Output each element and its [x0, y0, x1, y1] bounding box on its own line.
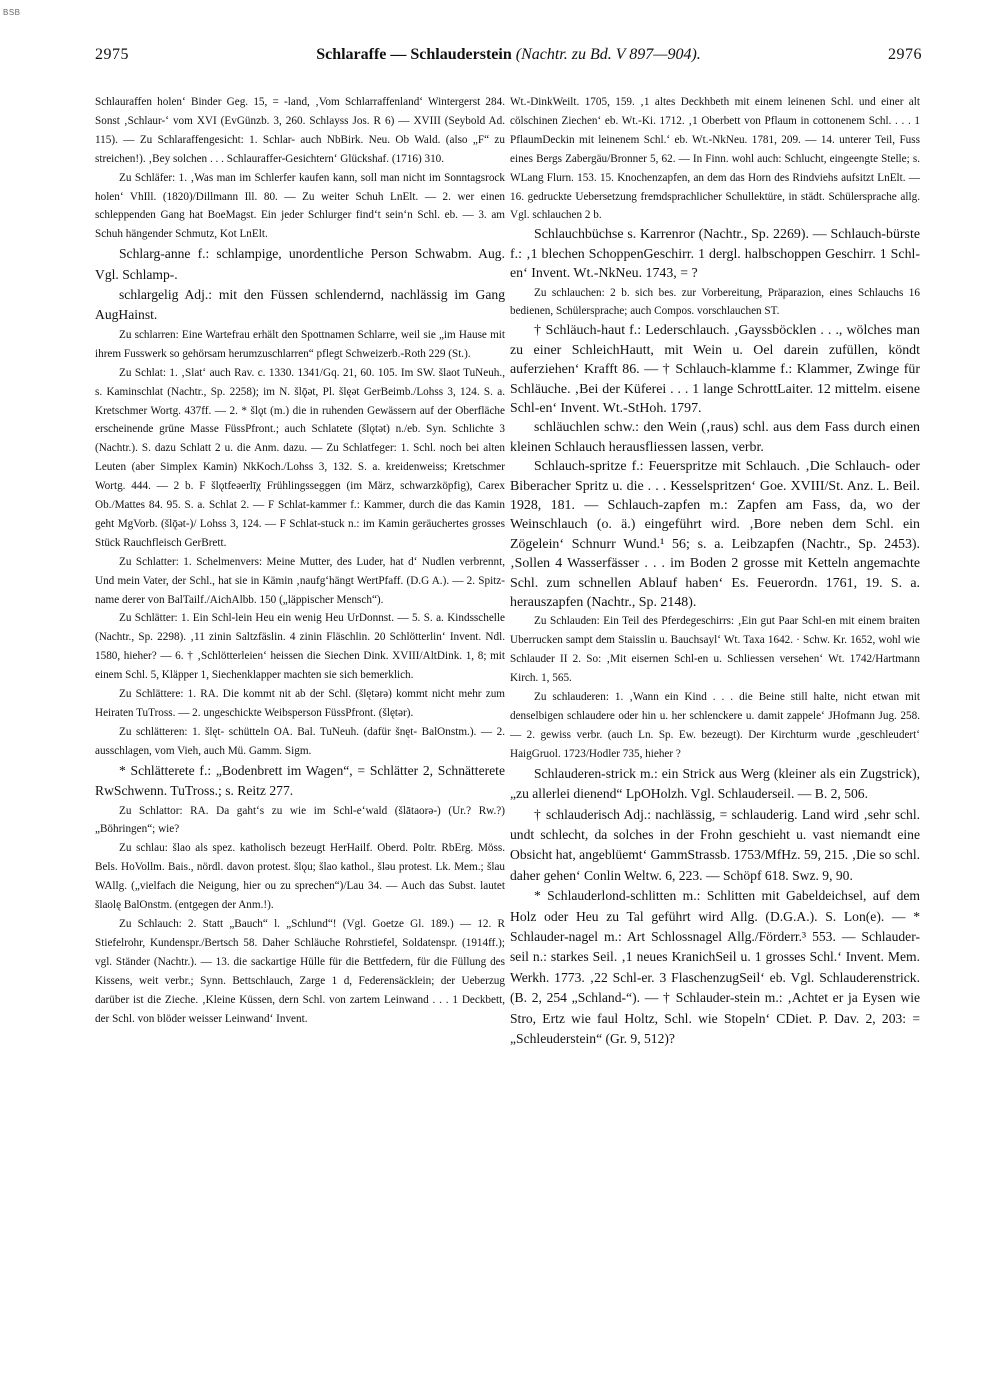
- entry-schlauchen: Zu schlauchen: 2 b. sich bes. zur Vorbereitung, Präparazion, eines Schlauchs 16 bedienen, Schülersprache; auch Compos. vorschlauchen ST.: [510, 286, 920, 318]
- entry-schlaetter: Zu Schlätter: 1. Ein Schl-lein Heu ein wenig Heu UrDonnst. — 5. S. a. Kindsschelle (Nachtr., Sp. 2298). ‚11 zinin Saltzfäslin. 4 zinin Fläschlin. 20 Schlötterlin‘ Invent. Ndl. 1580, hieher? — 6. † ‚Schlötterleien‘ heissen die Siechen Dink. XVIII/AltDink. 1, 8; mit einem Schl. 5, Kläpper 1, Siechenklapper machten sie sich bemerklich.: [95, 612, 505, 682]
- entry-schlauch-spritze: Schlauch-spritze f.: Feuerspritze mit Schlauch. ‚Die Schlauch- oder Biberacher Spritz u. die . . . Kesselspritzen‘ Goe. XVIII/St. Anz. L. Beil. 1928, 181. — Schlauch-zapfen m.: Zapfen am Fass, da, wo der Weinschlauch (o. ä.) eingeführt wird. ‚Bore neben dem Schl. ein Zögelein‘ Schnurr Wund.¹ 56; s. a. Leibzapfen (Nachtr., Sp. 2453). ‚Sollen 4 Wasserfässer . . . im Boden 2 grosse mit Ketteln angemachte Schl. zum schnellen Ablauf haben‘ Es. Feuerordn. 1761, 19. S. a. herauszapfen (Nachtr., Sp. 2148).: [510, 459, 920, 611]
- page-header: [95, 46, 922, 74]
- entry-schlargelig: schlargelig Adj.: mit den Füssen schlendernd, nachlässig im Gang AugHainst.: [95, 287, 505, 323]
- entry-schlaeuchlen: schläuchlen schw.: den Wein (‚raus) schl. aus dem Fass durch einen kleinen Schlauch herausfliessen lassen, verbr.: [510, 420, 920, 455]
- entry-schlarg-anne: Schlarg-anne f.: schlampige, unordentliche Person Schwabm. Aug. Vgl. Schlamp-.: [95, 246, 505, 282]
- entry-schlattor: Zu Schlattor: RA. Da gaht‘s zu wie im Schl-e‘wald (šlātaorə-) (Ur.? Rw.?) „Böhringen“; wie?: [95, 804, 505, 836]
- right-page-number: 2976: [888, 46, 922, 63]
- library-stamp: BSB: [3, 8, 21, 17]
- entry-schlaefer: Zu Schläfer: 1. ‚Was man im Schlerfer kaufen kann, soll man nicht im Sonntagsrock holen‘ VhIll. (1820)/Dillmann Ill. 80. — Zu weiter Schuh LnElt. — 2. wer einen schleppenden Gang hat BoeMagst. Ein jeder Schlurger find‘t sein‘n Schl. eb. — 3. am Schuh hängender Schmutz, Kot LnElt.: [95, 171, 505, 241]
- entry-schlat: Zu Schlat: 1. ‚Slat‘ auch Rav. c. 1330. 1341/Gq. 21, 60. 105. Im SW. šlaot TuNeuh., s. Kaminschlat (Nachtr., Sp. 2258); im N. šlǭət, Pl. šlęət GerBeimb./Lohss 3, 124. S. a. Kretschmer Wortg. 437ff. — 2. * šlǫt (m.) die in ruhenden Gewässern auf der Oberfläche erscheinende grüne Masse FüssPfront.; auch Schlatete (šlǫtət) n./eb. Syn. Schlichte 3 (Nachtr.). S. dazu Schlatt 2 u. die Anm. dazu. — Zu Schlatfeger: 1. Schl. noch bei alten Leuten (aber Simplex Kamin) NkKoch./Lohss 3, 132. S. a. kreidenweiss; Kretschmer Wortg. 444. — 2 b. F šlǫtfeǝerlīχ Frühlingsseggen (im März, schwarzköpfig), Carex Ob./Mattes 84. 95. S. a. Schlat 2. — F Schlat-kammer f.: Kammer, durch die das Kamin geht MgVorb. (šlǭət-)/ Lohss 3, 124. — F Schlat-stuck n.: im Kamin geräuchertes grosses Stück Rauchfleisch GerBrett.: [95, 366, 505, 549]
- entry-schlaraffe-cont: Schlauraffen holen‘ Binder Geg. 15, = -land, ‚Vom Schlarraffenland‘ Wintergerst 284. Sonst ‚Schlaur-‘ vom XVI (EvGünzb. 3, 260. Schlayss Jos. R 6) — XVIII (Seybold Ad. 115). — Zu Schlaraffengesicht: 1. Schlar- auch NbBirk. Neu. Ob Wald. (also „F“ zu streichen!). ‚Bey solchen . . . Schlauraffer-Gesichtern‘ Glückshaf. (1716) 310.: [95, 96, 505, 165]
- left-column: [95, 93, 505, 1028]
- running-title-headwords: Schlaraffe — Schlauderstein: [316, 46, 512, 63]
- entry-schlauch: Zu Schlauch: 2. Statt „Bauch“ l. „Schlund“! (Vgl. Goetze Gl. 189.) — 12. R Stiefelrohr, Kundenspr./Bertsch 58. Daher Schläuche Rohrstiefel, Soldatenspr. (1914ff.); vgl. Ständer (Nachtr.). — 13. die sackartige Hülle für die Bettfedern, für die Füllung des Kissens, weit verbr.; Synn. Bettschlauch, Zarge 1 d, Federensäcklein; der Ueberzug darüber ist die Zieche. ‚Kleine Küssen, dern Schl. von zartem Leinwand . . . 1 Deckbett, der Schl. von blöder weisser Leinwand‘ Invent.: [95, 917, 505, 1025]
- entry-schlatter: Zu Schlatter: 1. Schelmenvers: Meine Mutter, des Luder, hat d‘ Nudlen verbrennt, Und mein Vater, der Schl., hat sie in Kämin ‚naufg‘hängt WertPfaff. (D.G A.). — 2. Spitzname derer von BalTailf./AichAlbb. 150 („läppischer Mensch“).: [95, 555, 505, 606]
- entry-schlaetteren: Zu schlätteren: 1. šlęt- schütteln OA. Bal. TuNeuh. (dafür šnęt- BalOnstm.). — 2. ausschlagen, vom Vieh, auch Mü. Gamm. Sigm.: [95, 725, 505, 757]
- entry-schlauden: Zu Schlauden: Ein Teil des Pferdegeschirrs: ‚Ein gut Paar Schl-en mit einem braiten Uberrucken sampt dem Staisslin u. Bauchsayl‘ Wt. Taxa 1642. · Schw. Kr. 1652, wohl wie Schlauder II 2. So: ‚Mit eisernen Schl-en u. Schliessen versehen‘ Wt. 1742/Hartmann Kirch. 1, 565.: [510, 615, 920, 685]
- entry-schlaetterete: * Schlätterete f.: „Bodenbrett im Wagen“, = Schlätter 2, Schnätterete RwSchwenn. TuTross.; s. Reitz 277.: [95, 762, 505, 799]
- entry-schlauderen: Zu schlauderen: 1. ‚Wann ein Kind . . . die Beine still halte, nicht etwan mit denselbigen schlaudere oder hin u. her schlenckere u. damit zappele‘ JHofmann Jug. 258. — 2. gewiss verbr. (auch Ln. Sp. Ew. bezeugt). Der Kirchturm wurde ‚geschleudert‘ HaigGruol. 1723/Hodler 735, hieher ?: [510, 691, 920, 760]
- entry-schlarren: Zu schlarren: Eine Wartefrau erhält den Spottnamen Schlarre, weil sie „im Hause mit ihrem Fusswerk so gehörsam herumzuschlarren“ pflegt Schweizerb.-Roth 229 (St.).: [95, 328, 505, 360]
- entry-schlauderisch: † schlauderisch Adj.: nachlässig, = schlauderig. Land wird ‚sehr schl. undt schlecht, da solches in der Frohn geschieht u. vast niemandt eine Obsicht hat, angeblüemt‘ GammStrassb. 1753/MfHz. 59, 215. ‚Die so schl. daher gehen‘ Conlin Weltw. 6, 223. — Schöpf 618. Swz. 9, 90.: [510, 806, 920, 883]
- right-column: [510, 93, 920, 1049]
- entry-schlauderlond-schlitten: * Schlauderlond-schlitten m.: Schlitten mit Gabeldeichsel, auf dem Holz oder Heu zu Tal geführt wird Allg. (D.G.A.). S. Lon(e). — * Schlauder-nagel m.: Art Schlossnagel Allg./Förderr.³ 553. — Schlauder-seil n.: starkes Seil. ‚1 neues KranichSeil u. 1 grosses Schl.‘ Invent. Mem. Werkh. 1773. ‚22 Schl-er. 3 FlaschenzugSeil‘ eb. Vgl. Schlauderenstrick. (B. 2, 254 „Schland-“). — † Schlauder-stein m.: ‚Achtet er ja Eysen wie Stro, Ertz wie faul Holtz, Schl. wie Stopeln‘ CDiet. P. Dav. 2, 203: = „Schleuderstein“ (Gr. 9, 512)?: [510, 888, 920, 1046]
- entry-schlaettere: Zu Schlättere: 1. RA. Die kommt nit ab der Schl. (šlętərə) kommt nicht mehr zum Heiraten TuTross. — 2. ungeschickte Weibsperson FüssPfront. (šlętər).: [95, 688, 505, 719]
- entry-schlaeuch-haut: † Schläuch-haut f.: Lederschlauch. ‚Gayssböcklen . . ., wölches man zu einer SchleichHautt, mit Wein u. Oel darein zufüllen, köndt auferziehen‘ Krafft 86. — † Schlauch-klamme f.: Klammer, Zwinge für Schläuche. ‚Bei der Küferei . . . 1 lange SchrottLaiter. 12 mittelm. eisene Schl-en‘ Invent. Wt.-StHoh. 1797.: [510, 323, 920, 416]
- running-title: [316, 46, 701, 64]
- entry-schlau: Zu schlau: šlao als spez. katholisch bezeugt HerHailf. Oberd. Poltr. RbErg. Möss. Bels. HoVollm. Bais., nördl. davon protest. šlǫu; šlao kathol., šlǝu protest. Lk. Mem.; šlau WAllg. („vielfach die Neigung, hier ou zu sprechen“)/Lau 34. — Auch das Subst. lautet šlaolę BalOnstm. (entgegen der Anm.!).: [95, 842, 505, 912]
- entry-schlauderen-strick: Schlauderen-strick m.: ein Strick aus Werg (kleiner als ein Zugstrick), „zu allerlei dienend“ LpOHolzh. Vgl. Schlauderseil. — B. 2, 506.: [510, 765, 920, 802]
- entry-schlauch-cont: Wt.-DinkWeilt. 1705, 159. ‚1 altes Deckhbeth mit einem leinenen Schl. und einer alt cölschinen Ziechen‘ eb. Wt.-Ki. 1712. ‚1 Oberbett von Pflaum in cottonenem Schl. . . . 1 PflaumDeckin mit leinenem Schl.‘ eb. Wt.-NkNeu. 1781, 209. — 14. unterer Teil, Fuss eines Bergs Zabergäu/Bronner 5, 62. — In Finn. wohl auch: Schlucht, eingeengte Stelle; s. WLang Flurn. 153. 15. Knochenzapfen, an dem das Horn des Rindviehs aufsitzt LnElt. — 16. gedruckte Uebersetzung fremdsprachlicher Schullektüre, in städt. Schülersprache allg. Vgl. schlauchen 2 b.: [510, 96, 920, 222]
- entry-schlauchbuechse: Schlauchbüchse s. Karrenror (Nachtr., Sp. 2269). — Schlauch-bürste f.: ‚1 blechen SchoppenGeschirr. 1 dergl. halbschoppen Geschirr. 1 Schl-en‘ Invent. Wt.-NkNeu. 1743, = ?: [510, 227, 920, 282]
- running-title-reference: (Nachtr. zu Bd. V 897—904).: [515, 46, 701, 63]
- left-page-number: 2975: [95, 46, 129, 63]
